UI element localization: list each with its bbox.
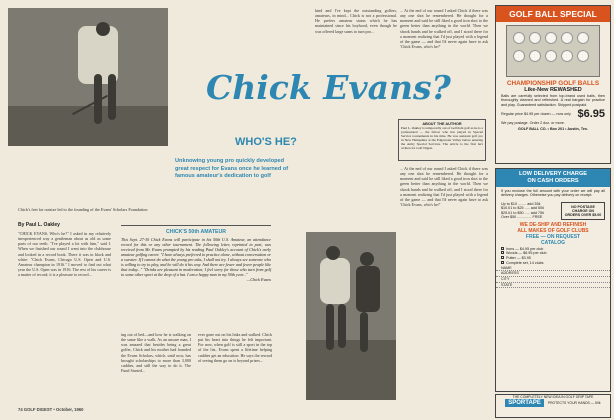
byline: By Paul L. Oakley xyxy=(18,222,60,228)
order-option[interactable]: Irons — $4.95 per club xyxy=(496,247,610,252)
no-postage-stamp: NO POSTAGE CHARGE ON ORDERS OVER $5.00 xyxy=(561,202,605,220)
photo-caption-1: Chick's feet far outsize led to the founding of the Evans' Scholars Foundation xyxy=(18,207,148,212)
charge-line: Up to $10 ........ add 35¢ xyxy=(501,201,541,206)
ad-company: GOLF BALL CO. • Box 201 • Austin, Tex. xyxy=(518,126,588,131)
about-author-box xyxy=(398,119,486,161)
form-address-field[interactable]: ADDRESS xyxy=(496,271,610,277)
ad-offer: Regular price $4.95 per dozen — now only xyxy=(501,112,571,117)
box-signature: —Chick Evans xyxy=(246,277,271,282)
golf-balls-box-image xyxy=(506,25,600,77)
charge-line: $25.01 to $50 ..... add 75¢ xyxy=(501,210,545,215)
column-5: ... At the end of our round I asked Chick if there was any one shot he remembered. He thought for a moment and said he still liked a good iron shot to the green better than anything in the world. Then we shook hands and he walked off, and I stood there for a moment realizing that I'd just played with a legend of the game — and that I'd never again have to ask 'Chick Evans, who's he?' xyxy=(400,8,488,50)
photo-evans-putting xyxy=(8,8,168,146)
charge-body: If you enclose the full amount with your order we will pay all delivery charges. Otherwise you pay delivery on receipt. xyxy=(501,189,605,198)
sportape-ad xyxy=(495,394,611,418)
sportape-tag: PROTECTS YOUR HANDS — 50¢ xyxy=(547,401,601,405)
form-state-field[interactable]: STATE xyxy=(496,283,610,289)
column-2: ing out of bed—and how he is walking on the same like a walk. As an unsure man, I was amazed that besides being a great golfer, Chick and his mother had founded the Evans Scholars, which, until now, has brought scholarships to more than 3,000 caddies, and still the way to do it. The Fund Started... xyxy=(121,332,191,374)
column-3: ever gone out on his links and walked. Chick put his heart into things he felt important. For now, when golf is still a sport in the top of the list, Evans spent a lifetime helping caddies get an education. He says the reward of seeing them go on is beyond prizes... xyxy=(198,332,272,363)
ad-body: Balls are carefully selected from top-brand used balls, then thoroughly cleaned and refinished. A real bargain for practice and play. Guaranteed satisfaction. Shipped postpaid. xyxy=(501,94,605,107)
ad-header: GOLF BALL SPECIAL xyxy=(496,6,610,22)
charge-line: Over $50 .............. FREE xyxy=(501,215,543,220)
form-name-field[interactable]: NAME xyxy=(496,266,610,272)
box-text: This Sept. 27-30 Chick Evans will participate in his 50th U.S. Amateur, an attendance record for this or any other tournament. The following letter, reprinted in part, was received from Mr. Evans prompted by his reading Paul Oakley's account of Chick's early amateur golfing career. "I have always preferred to practice alone, without conversation or a sweater. If I cannot do what the young pro asks, I shall not try. I always see someone who is willing to try to play, and he will do it his way. And there are fewer and fewer people like that today..." "Drinks are pleasant in moderation; I feel sorry for those who turn from golf to some other sport at the drop of a hat. I am a happy man in my 50th year..." xyxy=(121,237,271,277)
box-heading: CHICK'S 50th AMATEUR xyxy=(165,229,227,235)
form-city-field[interactable]: CITY xyxy=(496,277,610,283)
refinish-promo: WE DE-SHIP AND REFINISH ALL MAKES OF GOLF CLUBS xyxy=(517,221,589,235)
folio-left: 74 GOLF DIGEST • October, 1960 xyxy=(18,407,84,412)
order-option[interactable]: Woods — $6.95 per club xyxy=(496,251,610,256)
ad-headline-2: Like-New REWASHED xyxy=(524,87,582,93)
column-6: ... At the end of our round I asked Chick if there was any one shot he remembered. He thought for a moment and said he still liked a good iron shot to the green better than anything in the world. Then we shook hands and he walked off, and I stood there for a moment realizing that I'd just played with a legend of the game — and that I'd never again have to ask 'Chick Evans, who's he?' xyxy=(400,166,488,208)
order-option[interactable]: Complete set, 14 clubs xyxy=(496,261,610,266)
sportape-brand: SPORTAPE xyxy=(505,399,544,407)
ad-price: $6.95 xyxy=(577,108,605,121)
charge-header: LOW DELIVERY CHARGE ON CASH ORDERS xyxy=(496,169,610,187)
sportape-small: THE COMPLETELY NEW IDEA IN GOLF GRIP TAPE xyxy=(512,395,594,399)
charge-table xyxy=(501,202,605,220)
free-catalog: FREE — ON REQUEST CATALOG xyxy=(525,234,581,247)
article-title: Chick Evans? xyxy=(206,68,451,107)
order-form-ad xyxy=(495,168,611,392)
article-subtitle: WHO'S HE? xyxy=(235,136,297,148)
column-1: "CHICK EVANS, Who's he?" I asked in my relatively inexperienced way a gentleman about as old as some parts of our teeth. "I've played a lot with him," said I. When we finished our round I went into the clubhouse and looked in a record book. There it was in black and white: "Chick Evans, Chicago U.S. Open and U.S. Amateur champion in 1916." I moved to find out what year the U.S. Open was in 1916. The rest of his career is a matter of record; it is a pleasure to record... xyxy=(18,231,111,278)
ad-price-row xyxy=(496,108,610,120)
about-heading: ABOUT THE AUTHOR xyxy=(422,122,462,126)
column-4: kind and I've kept the outstanding golfers, amateurs, in mind... Chick is not a professional. He prefers amateur status which he has maintained since his boyhood, even though he was offered large sums to turn pro... xyxy=(315,8,397,34)
charge-line: $10.01 to $25 ..... add 50¢ xyxy=(501,206,545,211)
ad-headline-1: CHAMPIONSHIP GOLF BALLS xyxy=(506,80,600,87)
ad-sub: We pay postage. Order 2 doz. or more. xyxy=(501,121,565,126)
golf-ball-special-ad xyxy=(495,5,611,164)
article-deck: Unknowing young pro quickly developed great respect for Evans once he learned of famous amateur's dedication to golf xyxy=(175,158,289,180)
about-text: Paul L. Oakley is temporarily out of Golfdom golf as he is a professional — the fellow who has played in Special Service tournaments in his time. He was assistant golf pro in New Hampshire at the Edgewater Valley before entering the Army Special Services. The article is the first he's written for Golf Digest. xyxy=(401,126,483,151)
photo-evans-two-golfers xyxy=(306,232,396,400)
chick-50th-amateur-box xyxy=(121,225,271,327)
order-option[interactable]: Putter — $3.95 xyxy=(496,256,610,261)
